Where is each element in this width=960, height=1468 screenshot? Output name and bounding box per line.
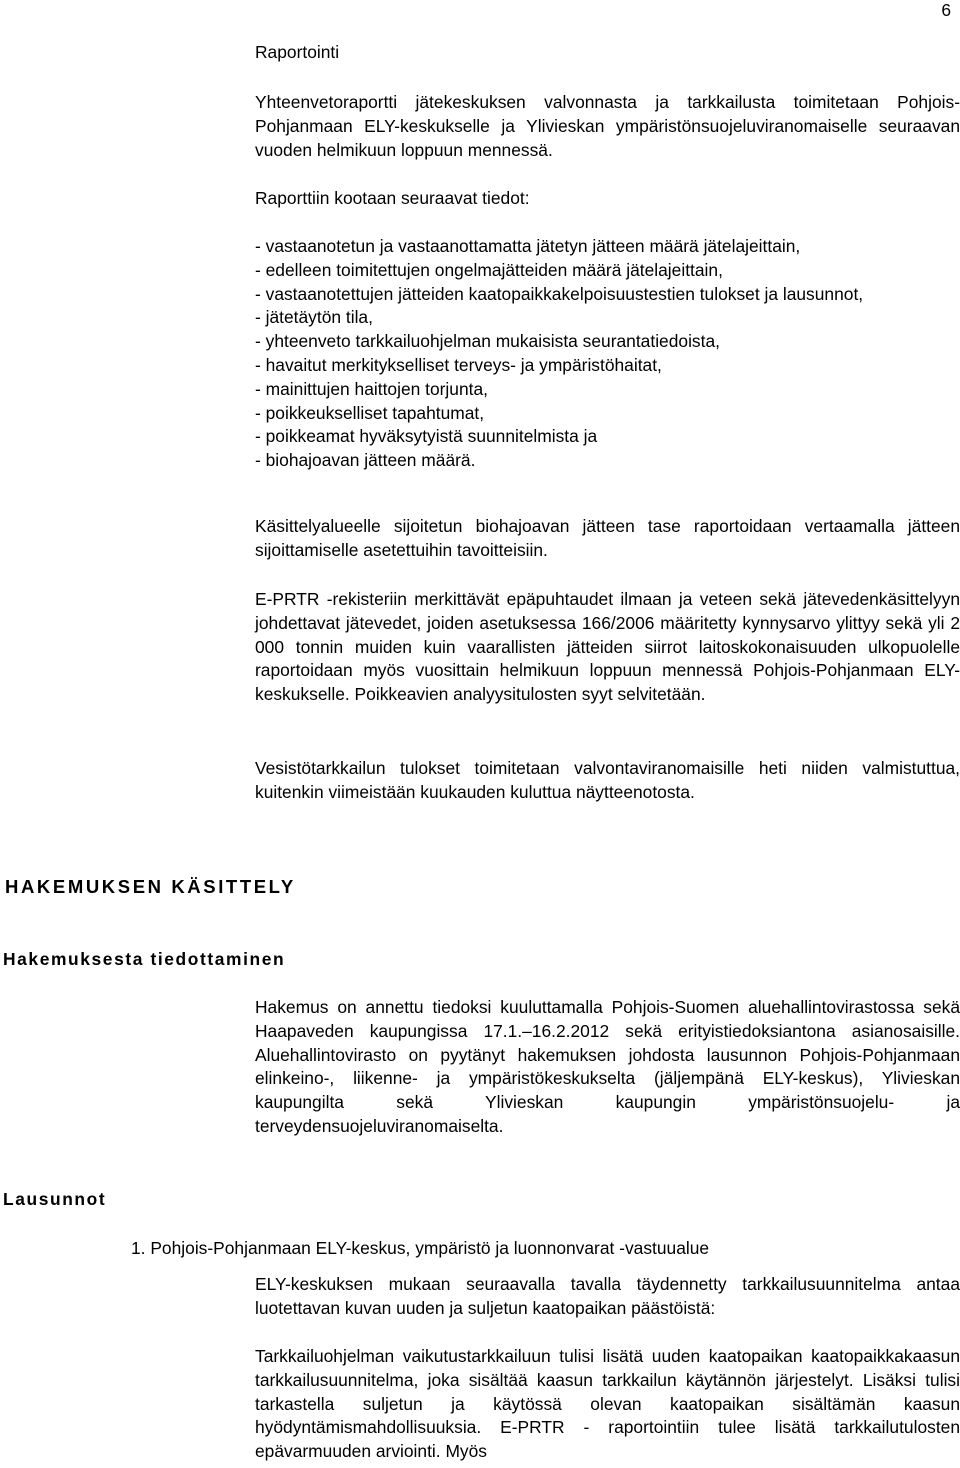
tiedottaminen-paragraph: Hakemus on annettu tiedoksi kuuluttamalla Pohjois-Suomen aluehallintovirastossa sekä Haapaveden kaupungissa 17.1.–16.2.2012 sekä erityistiedoksiantona asianosaisille. Aluehallintovirasto on pyytänyt hakemuksen johdosta lausunnon Pohjois-Pohjanmaan elinkeino-, liikenne- ja ympäristökeskukselta (jäljempänä ELY-keskus), Ylivieskan kaupungilta sekä Ylivieskan kaupungin ympäristönsuojelu- ja terveydensuojeluviranomaiselta. xyxy=(255,997,960,1136)
list-item: - havaitut merkitykselliset terveys- ja ympäristöhaitat, xyxy=(255,354,662,375)
subheading-lausunnot: Lausunnot xyxy=(3,1189,107,1209)
list-item: - mainittujen haittojen torjunta, xyxy=(255,378,488,399)
list-item: - jätetäytön tila, xyxy=(255,307,373,328)
raportointi-heading: Raportointi xyxy=(255,42,340,62)
raportointi-list xyxy=(255,235,960,473)
list-item: - edelleen toimitettujen ongelmajätteiden määrä jätelajeittain, xyxy=(255,259,723,280)
raportointi-paragraph-4: Vesistötarkkailun tulokset toimitetaan valvontaviranomaisille heti niiden valmistuttua, kuitenkin viimeistään kuukauden kuluttua näytteenotosta. xyxy=(255,758,960,802)
list-item: - poikkeukselliset tapahtumat, xyxy=(255,402,485,423)
subheading-hakemuksesta-tiedottaminen: Hakemuksesta tiedottaminen xyxy=(3,949,286,969)
page-number: 6 xyxy=(941,0,951,20)
lausunto-1-paragraph-1: ELY-keskuksen mukaan seuraavalla tavalla täydennetty tarkkailusuunnitelma antaa luotettavan kuvan uuden ja suljetun kaatopaikan päästöistä: xyxy=(255,1274,960,1318)
lausunto-1-paragraph-2: Tarkkailuohjelman vaikutustarkkailuun tulisi lisätä uuden kaatopaikan kaatopaikkakaasun tarkkailusuunnitelma, joka sisältää kaasun tarkkailun käytännön järjestelyt. Lisäksi tulisi tarkastella suljetun ja käytössä olevan kaatopaikan sisältämän kaasun hyödyntämismahdollisuuksia. E-PRTR - raportointiin tulee lisätä tarkkailutulosten epävarmuuden arviointi. Myös xyxy=(255,1346,960,1462)
lausunto-1-title: 1. Pohjois-Pohjanmaan ELY-keskus, ympäristö ja luonnonvarat -vastuualue xyxy=(131,1238,710,1258)
list-item: - biohajoavan jätteen määrä. xyxy=(255,450,476,471)
raportointi-paragraph-1: Yhteenvetoraportti jätekeskuksen valvonnasta ja tarkkailusta toimitetaan Pohjois-Pohjanmaan ELY-keskukselle ja Ylivieskan ympäristönsuojeluviranomaiselle seuraavan vuoden helmikuun loppuun mennessä. xyxy=(255,92,960,160)
section-heading-hakemuksen-kasittely: HAKEMUKSEN KÄSITTELY xyxy=(5,876,296,897)
raportointi-paragraph-3: E-PRTR -rekisteriin merkittävät epäpuhtaudet ilmaan ja veteen sekä jätevedenkäsittelyyn johdettavat jätevedet, joiden asetuksessa 166/2006 määritetty kynnysarvo ylittyy sekä yli 2 000 tonnin muiden kuin vaarallisten jätteiden siirrot laitoskokonaisuuden ulkopuolelle raportoidaan myös vuosittain helmikuun loppuun mennessä Pohjois-Pohjanmaan ELY-keskukselle. Poikkeavien analyysitulosten syyt selvitetään. xyxy=(255,589,960,705)
raportointi-paragraph-2: Käsittelyalueelle sijoitetun biohajoavan jätteen tase raportoidaan vertaamalla jätteen sijoittamiselle asetettuihin tavoitteisiin. xyxy=(255,516,960,560)
list-item: - vastaanotettujen jätteiden kaatopaikkakelpoisuustestien tulokset ja lausunnot, xyxy=(255,283,864,304)
raportointi-intro: Raporttiin kootaan seuraavat tiedot: xyxy=(255,188,530,208)
list-item: - vastaanotetun ja vastaanottamatta jätetyn jätteen määrä jätelajeittain, xyxy=(255,236,801,256)
list-item: - yhteenveto tarkkailuohjelman mukaisista seurantatiedoista, xyxy=(255,331,720,352)
list-item: - poikkeamat hyväksytyistä suunnitelmista ja xyxy=(255,426,598,447)
